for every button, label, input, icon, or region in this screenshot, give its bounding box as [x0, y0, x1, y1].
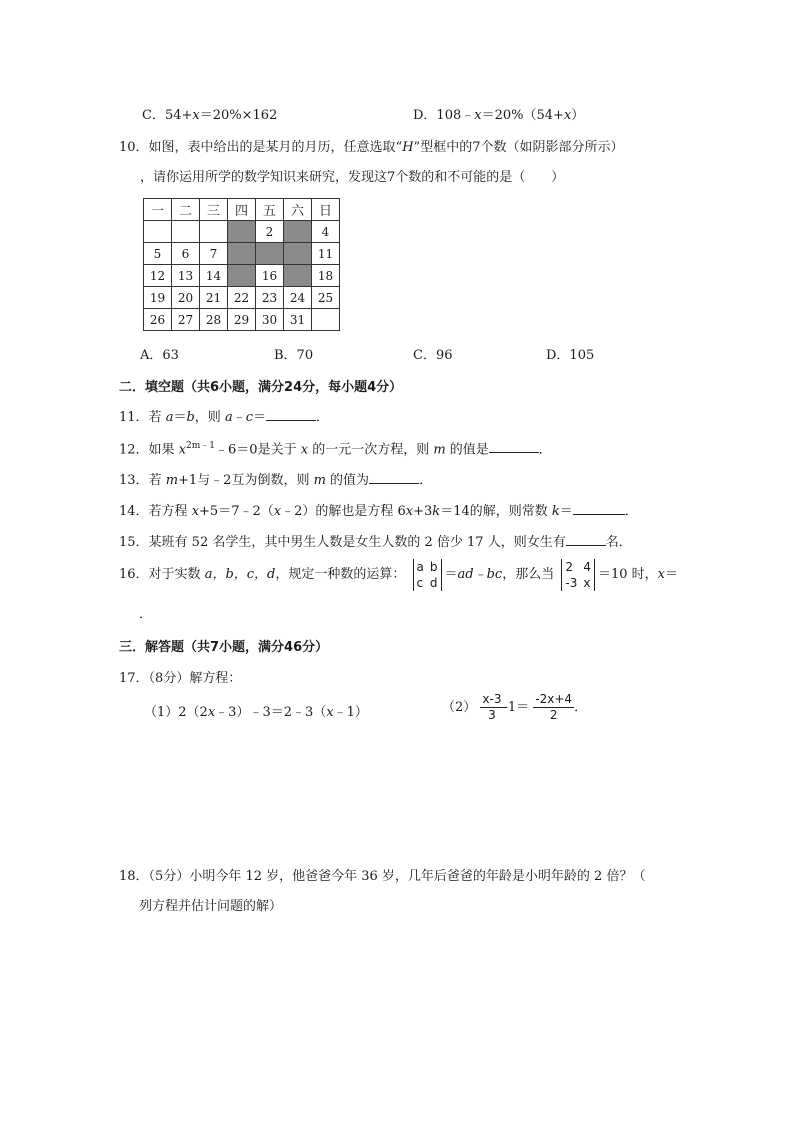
q16: 16．对于实数 a，b，c，d，规定一种数的运算： a b c d ＝ad﹣bc，那么当 2 4 -3 x ＝10 时，x＝ — [119, 559, 679, 590]
calendar-header-cell: 一 — [144, 199, 172, 221]
calendar-header-cell: 日 — [312, 199, 340, 221]
q10-option-d: D．105 — [546, 348, 595, 363]
calendar-shaded-cell — [284, 243, 312, 265]
section-answer-heading: 三．解答题（共7小题，满分46分） — [119, 640, 329, 655]
calendar-shaded-cell — [228, 221, 256, 243]
calendar-cell: 27 — [172, 309, 200, 331]
calendar-header-row — [144, 199, 340, 221]
q11: 11．若 a＝b，则 a﹣c＝ ． — [119, 410, 330, 425]
fraction — [533, 692, 574, 723]
q14: 14．若方程 x+5＝7﹣2（x﹣2）的解也是方程 6x+3k＝14的解，则常数 k＝ ． — [119, 504, 638, 519]
determinant-abcd — [410, 559, 445, 591]
calendar-cell: 29 — [228, 309, 256, 331]
calendar-row — [144, 243, 340, 265]
calendar-cell: 28 — [200, 309, 228, 331]
q13: 13．若 m+1与﹣2互为倒数，则 m 的值为 ． — [119, 473, 433, 488]
q17-title: 17．（8分）解方程： — [119, 671, 242, 686]
calendar-shaded-cell — [284, 221, 312, 243]
calendar-cell: 25 — [312, 287, 340, 309]
det-entry: -3 — [565, 575, 578, 590]
section-fill-in-heading: 二．填空题（共6小题，满分24分，每小题4分） — [119, 380, 403, 395]
det-entry: a — [416, 559, 424, 574]
q18-line2: 列方程并估计问题的解） — [139, 899, 283, 914]
calendar-cell: 20 — [172, 287, 200, 309]
answer-blank[interactable] — [489, 441, 539, 453]
calendar-cell: 16 — [256, 265, 284, 287]
calendar-header-cell: 三 — [200, 199, 228, 221]
q17-part2: （2） $\frac{x-3}{3}$ -1＝ $\frac{-2x+4}{2}$ ． — [442, 692, 588, 722]
calendar-row — [144, 287, 340, 309]
calendar-header-cell: 四 — [228, 199, 256, 221]
det-entry: b — [429, 559, 438, 574]
calendar-cell: 5 — [144, 243, 172, 265]
calendar-header-cell: 二 — [172, 199, 200, 221]
calendar-cell: 19 — [144, 287, 172, 309]
det-entry: 4 — [583, 559, 591, 574]
calendar-cell — [312, 309, 340, 331]
calendar-cell: 4 — [312, 221, 340, 243]
calendar-cell: 14 — [200, 265, 228, 287]
det-entry: 2 — [565, 559, 574, 574]
q18-line1: 18．（5分）小明今年 12 岁，他爸爸今年 36 岁，几年后爸爸的年龄是小明年龄的 2 倍？（ — [119, 869, 646, 884]
q10-option-b: B．70 — [274, 348, 314, 363]
q9-option-d: D．108﹣x＝20%（54+x） — [413, 108, 585, 123]
calendar-row — [144, 309, 340, 331]
fraction — [480, 692, 503, 723]
answer-blank[interactable] — [369, 472, 419, 484]
calendar-cell: 21 — [200, 287, 228, 309]
calendar-header-cell: 六 — [284, 199, 312, 221]
answer-blank[interactable] — [573, 503, 625, 515]
calendar-shaded-cell — [228, 243, 256, 265]
calendar-row — [144, 265, 340, 287]
calendar-table — [143, 198, 340, 331]
q15: 15．某班有 52 名学生，其中男生人数是女生人数的 2 倍少 17 人，则女生有 名． — [119, 535, 632, 550]
q10-line2: ，请你运用所学的数学知识来研究，发现这7个数的和不可能的是（ ） — [140, 170, 565, 185]
calendar-cell: 30 — [256, 309, 284, 331]
q10-option-a: A．63 — [140, 348, 179, 363]
answer-blank[interactable] — [266, 409, 316, 421]
q10-option-c: C．96 — [413, 348, 453, 363]
calendar-cell: 13 — [172, 265, 200, 287]
calendar-cell: 18 — [312, 265, 340, 287]
numerator: -2x+4 — [535, 692, 573, 706]
q10-line1: 10．如图，表中给出的是某月的月历，任意选取“H”型框中的7个数（如阴影部分所示） — [119, 140, 624, 155]
det-entry: c — [416, 575, 424, 590]
calendar-cell: 31 — [284, 309, 312, 331]
calendar-cell: 7 — [200, 243, 228, 265]
calendar-cell: 6 — [172, 243, 200, 265]
calendar-cell: 12 — [144, 265, 172, 287]
answer-blank[interactable] — [566, 534, 606, 546]
det-entry: x — [583, 575, 591, 590]
calendar-shaded-cell — [256, 243, 284, 265]
denominator: 2 — [549, 708, 558, 722]
determinant-numeric — [558, 559, 598, 591]
calendar-shaded-cell — [284, 265, 312, 287]
calendar-shaded-cell — [228, 265, 256, 287]
calendar-header-cell: 五 — [256, 199, 284, 221]
calendar-cell — [144, 221, 172, 243]
q12: 12．如果 $x^{2m﹣1}﹣6=0$是关于 x 的一元一次方程，则 m 的值是 ． — [119, 441, 552, 458]
denominator: 3 — [488, 708, 496, 722]
q17-part1: （1）2（2x﹣3）﹣3＝2﹣3（x﹣1） — [144, 705, 368, 720]
calendar-row — [144, 221, 340, 243]
q9-option-c: C．54+x＝20%×162 — [142, 108, 278, 123]
calendar-cell: 23 — [256, 287, 284, 309]
q16-line2: ． — [139, 607, 153, 622]
calendar-cell — [200, 221, 228, 243]
calendar-cell: 24 — [284, 287, 312, 309]
calendar-cell: 22 — [228, 287, 256, 309]
calendar-cell — [172, 221, 200, 243]
calendar-cell: 11 — [312, 243, 340, 265]
det-entry: d — [429, 575, 438, 590]
numerator: x-3 — [482, 692, 502, 706]
calendar-cell: 2 — [256, 221, 284, 243]
calendar-cell: 26 — [144, 309, 172, 331]
